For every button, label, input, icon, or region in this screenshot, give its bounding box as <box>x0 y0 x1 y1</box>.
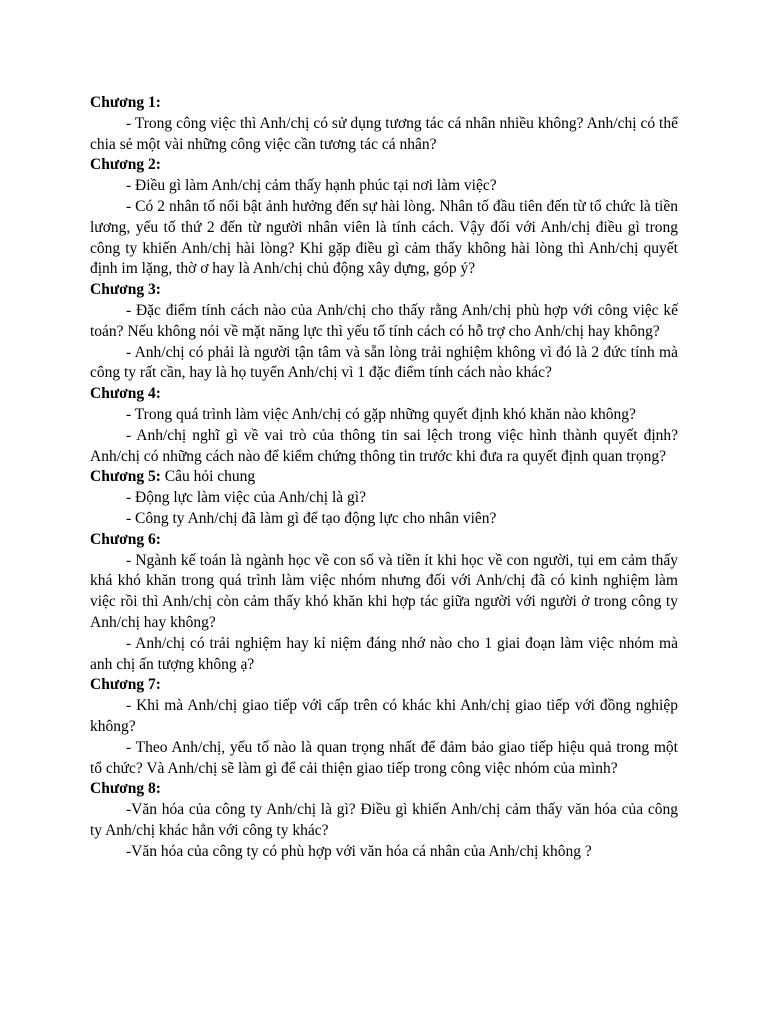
question: - Điều gì làm Anh/chị cảm thấy hạnh phúc tại nơi làm việc? <box>126 177 497 195</box>
chapter-heading <box>90 155 678 176</box>
chapter-title: Chương 6: <box>90 530 161 548</box>
chapter-1 <box>90 93 678 155</box>
chapter-8 <box>90 779 678 862</box>
question: - Anh/chị nghĩ gì về vai trò của thông tin sai lệch trong việc hình thành quyết định? Anh/chị có những cách nào để kiểm chứng thông tin trước khi đưa ra quyết định quan trọng? <box>90 426 678 465</box>
chapter-5 <box>90 467 678 529</box>
chapter-title: Chương 7: <box>90 676 161 694</box>
question: - Theo Anh/chị, yếu tố nào là quan trọng nhất để đảm bảo giao tiếp hiệu quả trong một tổ chức? Và Anh/chị sẽ làm gì để cải thiện giao tiếp trong công việc nhóm của mình? <box>90 738 678 777</box>
chapter-heading <box>90 779 678 800</box>
chapter-title: Chương 4: <box>90 385 161 403</box>
chapter-heading <box>90 280 678 301</box>
chapter-title: Chương 8: <box>90 780 161 798</box>
chapter-title: Chương 1: <box>90 94 161 111</box>
question: - Ngành kế toán là ngành học về con số và tiền ít khi học về con người, tụi em cảm thấy khá khó khăn trong quá trình làm việc nhóm nhưng đối với Anh/chị đã có kinh nghiệm làm việc rồi thì Anh/chị còn cảm thấy khó khăn khi hợp tác giữa người với người ở trong công ty Anh/chị hay không? <box>90 551 678 631</box>
chapter-2 <box>90 155 678 280</box>
question: - Khi mà Anh/chị giao tiếp với cấp trên có khác khi Anh/chị giao tiếp với đồng nghiệp không? <box>90 697 678 735</box>
question: - Anh/chị có trải nghiệm hay kỉ niệm đáng nhớ nào cho 1 giai đoạn làm việc nhóm mà anh chị ấn tượng không ạ? <box>90 634 678 673</box>
question: - Động lực làm việc của Anh/chị là gì? <box>126 489 366 507</box>
question: - Trong công việc thì Anh/chị có sử dụng tương tác cá nhân nhiều không? Anh/chị có thể chia sẻ một vài những công việc cần tương tác cá nhân? <box>90 114 678 153</box>
chapter-4 <box>90 384 678 467</box>
chapter-subtitle: Câu hỏi chung <box>160 468 256 486</box>
chapter-3 <box>90 280 678 384</box>
chapter-title: Chương 3: <box>90 281 161 299</box>
chapter-heading <box>90 467 678 488</box>
document-page <box>90 93 678 862</box>
question: -Văn hóa của công ty Anh/chị là gì? Điều gì khiến Anh/chị cảm thấy văn hóa của công ty Anh/chị khác hẳn với công ty khác? <box>90 801 678 839</box>
chapter-heading <box>90 675 678 696</box>
chapter-6 <box>90 530 678 676</box>
question: - Anh/chị có phải là người tận tâm và sẵn lòng trải nghiệm không vì đó là 2 đức tính mà công ty rất cần, hay là họ tuyển Anh/chị vì 1 đặc điểm tính cách nào khác? <box>90 343 678 382</box>
chapter-title: Chương 5: <box>90 468 161 486</box>
chapter-heading <box>90 530 678 551</box>
question: - Có 2 nhân tố nổi bật ảnh hưởng đến sự hài lòng. Nhân tố đầu tiên đến từ tổ chức là tiền lương, yếu tố thứ 2 đến từ người nhân viên là tính cách. Vậy đối với Anh/chị điều gì trong công ty khiến Anh/chị hài lòng? Khi gặp điều gì cảm thấy không hài lòng thì Anh/chị quyết định im lặng, thờ ơ hay là Anh/chị chủ động xây dựng, góp ý? <box>90 197 678 278</box>
question: - Công ty Anh/chị đã làm gì để tạo động lực cho nhân viên? <box>126 509 497 527</box>
chapter-title: Chương 2: <box>90 156 161 174</box>
chapter-heading <box>90 384 678 405</box>
chapter-7 <box>90 675 678 779</box>
chapter-heading <box>90 93 678 114</box>
question: -Văn hóa của công ty có phù hợp với văn hóa cá nhân của Anh/chị không ? <box>126 842 592 860</box>
question: - Trong quá trình làm việc Anh/chị có gặp những quyết định khó khăn nào không? <box>126 405 636 423</box>
question: - Đặc điểm tính cách nào của Anh/chị cho thấy rằng Anh/chị phù hợp với công việc kế toán? Nếu không nói về mặt năng lực thì yếu tố tính cách có hỗ trợ cho Anh/chị hay không? <box>90 301 678 340</box>
